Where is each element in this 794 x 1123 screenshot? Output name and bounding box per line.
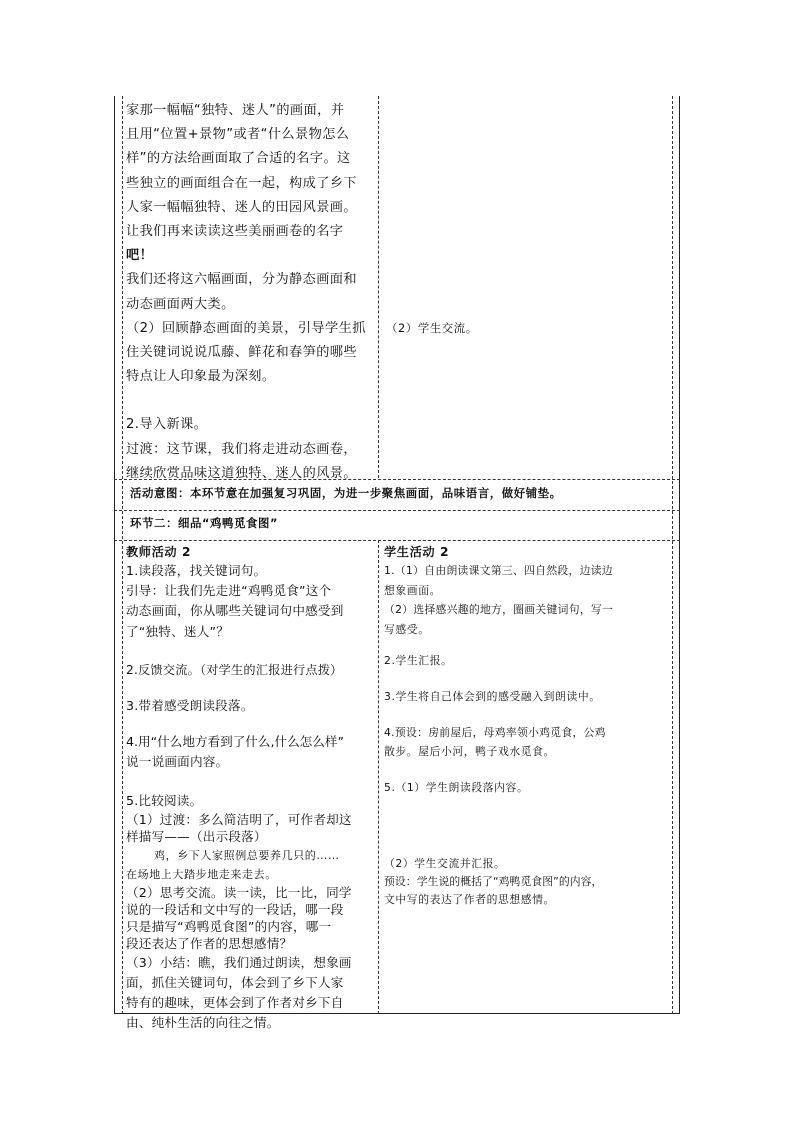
- grid-line-inner-right: [672, 96, 673, 1014]
- summary-line: 由、纯朴生活的向往之情。: [126, 1014, 280, 1030]
- teacher-activity-cell: [126, 544, 378, 1033]
- table-border-left: [114, 96, 115, 1014]
- step-5-b-line: 段还表达了作者的思想感情？: [126, 936, 293, 952]
- import-title: 2.导入新课。: [126, 417, 208, 433]
- student-line: 文中写的表达了作者的思想感情。: [384, 893, 555, 907]
- text-line: 让我们再来读读这些美丽画卷的名字: [126, 224, 344, 240]
- text-line: 吧！: [126, 248, 154, 264]
- transition-line: 继续欣赏品味这道独特、迷人的风景。: [126, 465, 357, 481]
- transition-line: 过渡：这节课，我们将走进动态画卷，: [126, 441, 357, 457]
- student-line: 写感受。: [384, 622, 430, 636]
- step-3: 3.带着感受朗读段落。: [126, 698, 254, 714]
- summary-line: （3）小结：瞧，我们通过朗读，想象画: [126, 954, 352, 970]
- text-line: 动态画面两大类。: [126, 296, 235, 312]
- step-5-a-line: （1）过渡：多么简洁明了，可作者却这: [126, 811, 352, 827]
- student-report: 2.学生汇报。: [384, 654, 453, 668]
- grid-line-column-upper: [378, 96, 379, 478]
- student-line: （2）学生交流并汇报。: [384, 857, 506, 871]
- table-border-right: [679, 96, 680, 1014]
- step-4-line: 说一说画面内容。: [126, 754, 229, 770]
- grid-line-row-2: [114, 510, 680, 511]
- text-line: 样”的方法给画面取了合适的名字。这: [126, 151, 351, 167]
- quote-line: 鸡，乡下人家照例总要养几只的……: [154, 848, 340, 862]
- student-activity-heading: 学生活动 2: [384, 545, 450, 559]
- grid-line-inner-left: [122, 96, 123, 1014]
- student-line: 5.（1）学生朗读段落内容。: [384, 780, 529, 794]
- student-line: 想象画面。: [384, 583, 441, 597]
- guide-line: 动态画面，你从哪些关键词句中感受到: [126, 603, 344, 619]
- step-5-b-line: 只是描写“鸡鸭觅食图”的内容，哪一: [126, 919, 332, 935]
- text-line: （2）回顾静态画面的美景，引导学生抓: [126, 320, 366, 336]
- text-line: 家那一幅幅“独特、迷人”的画面，并: [126, 103, 345, 118]
- student-activity-cell: [384, 544, 670, 909]
- grid-line-row-3: [114, 540, 680, 541]
- text-line: 特点让人印象最为深刻。: [126, 369, 276, 385]
- step-1-title: 1.读段落，找关键词句。: [126, 563, 267, 578]
- step-5: 5.比较阅读。: [126, 792, 203, 808]
- section-title: 环节二：细品“鸡鸭觅食图”: [130, 516, 279, 530]
- student-line: （2）选择感兴趣的地方，圈画关键词句，写一: [384, 603, 614, 617]
- step-2: 2.反馈交流。（对学生的汇报进行点拨）: [126, 662, 343, 677]
- grid-line-column-lower: [378, 540, 379, 1014]
- step-5-b-line: （2）思考交流。读一读，比一比，同学: [126, 884, 352, 900]
- summary-line: 特有的趣味，更体会到了作者对乡下自: [126, 994, 344, 1010]
- student-line: 4.预设：房前屋后，母鸡率领小鸡觅食，公鸡: [384, 725, 606, 739]
- upper-right-cell: [386, 319, 666, 339]
- teacher-activity-heading: 教师活动 2: [126, 545, 192, 559]
- student-line: 1.（1）自由朗读课文第三、四自然段，边读边: [384, 564, 613, 577]
- step-4-line: 4.用“什么地方看到了什么,什么怎么样”: [126, 734, 344, 750]
- text-line: 我们还将这六幅画面，分为静态画面和: [126, 272, 357, 288]
- section-title-row: [130, 514, 670, 534]
- step-5-b-line: 说的一段话和文中写的一段话，哪一段: [126, 902, 344, 918]
- activity-intent-text: 活动意图：本环节意在加强复习巩固，为进一步聚焦画面，品味语言，做好铺垫。: [130, 486, 562, 500]
- summary-line: 面，抓住关键词句，体会到了乡下人家: [126, 974, 344, 990]
- quote-line: 在场地上大踏步地走来走去。: [126, 867, 277, 881]
- student-reading: 3.学生将自己体会到的感受融入到朗读中。: [384, 689, 601, 703]
- guide-line: 引导：让我们先走进“鸡鸭觅食”这个: [126, 583, 332, 599]
- student-line: 预设：学生说的概括了“鸡鸭觅食图”的内容，: [384, 875, 603, 889]
- activity-intent-row: [130, 484, 670, 504]
- text-line: 且用“位置+景物”或者“什么景物怎么: [126, 127, 350, 143]
- upper-left-cell: [126, 99, 378, 486]
- lesson-plan-table: [114, 96, 680, 1030]
- student-exchange-text: （2）学生交流。: [386, 321, 478, 335]
- step-5-a-line: 样描写——（出示段落）: [126, 829, 267, 845]
- text-line: 些独立的画面组合在一起，构成了乡下: [126, 175, 357, 191]
- text-line: 住关键词说说瓜藤、鲜花和春笋的哪些: [126, 345, 357, 361]
- student-line: 散步。屋后小河，鸭子戏水觅食。: [384, 745, 555, 759]
- guide-line: 了“独特、迷人”？: [126, 623, 230, 639]
- text-line: 人家一幅幅独特、迷人的田园风景画。: [126, 199, 357, 215]
